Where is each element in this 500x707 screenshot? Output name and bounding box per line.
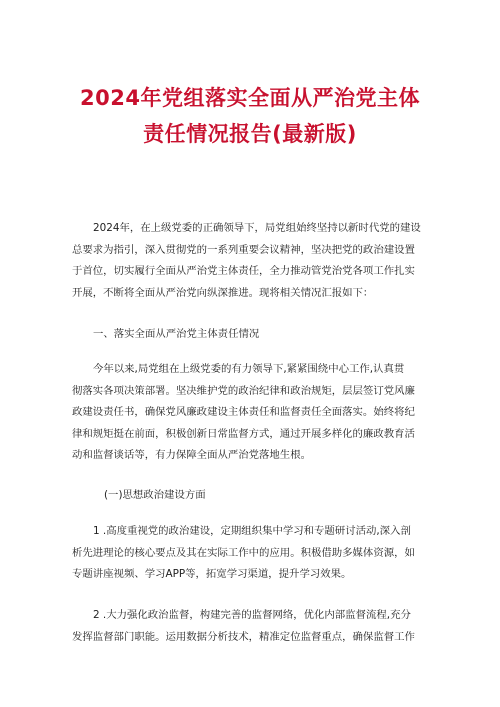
paragraph-line: 2 .大力强化政治监督，构建完善的监督网络，优化内部监督流程,充分: [93, 609, 411, 621]
section-heading-1: 一、落实全面从严治党主体责任情况: [93, 328, 260, 340]
paragraph-line: 2024年，在上级党委的正确领导下，局党组始终坚持以新时代党的建设: [93, 222, 421, 234]
paragraph-line: 政建设责任书，确保党风廉政建设主体责任和监督责任全面落实。始终将纪: [72, 406, 415, 418]
paragraph-line: 专题讲座视频、学习APP等，拓宽学习渠道，提升学习效果。: [72, 568, 352, 580]
subsection-heading-1: (一)思想政治建设方面: [104, 489, 206, 501]
intro-paragraph: [72, 218, 432, 304]
paragraph-line: 1 .高度重视党的政治建设，定期组织集中学习和专题研讨活动,深入剖: [93, 525, 411, 537]
document-title: [0, 80, 500, 152]
paragraph-line: 彻落实各项决策部署。坚决维护党的政治纪律和政治规矩，层层签订党风廉: [72, 384, 415, 397]
paragraph-line: 今年以来,局党组在上级党委的有力领导下,紧紧围绕中心工作,认真贯: [93, 363, 405, 375]
paragraph-line: 发挥监督部门职能。运用数据分析技术，精准定位监督重点，确保监督工作: [72, 630, 415, 643]
section-1-paragraph: [72, 359, 432, 467]
paragraph-line: 于首位，切实履行全面从严治党主体责任，全力推动管党治党各项工作扎实: [72, 265, 415, 277]
title-line-1: 2024年党组落实全面从严治党主体: [80, 86, 420, 110]
paragraph-line: 析先进理论的核心要点及其在实际工作中的应用。积极借助多媒体资源，如: [72, 546, 415, 559]
item-1-paragraph: [72, 521, 432, 586]
paragraph-line: 总要求为指引，深入贯彻党的一系列重要会议精神，坚决把党的政治建设置: [72, 243, 415, 256]
paragraph-line: 动和监督谈话等，有力保障全面从严治党落地生根。: [72, 449, 311, 461]
paragraph-line: 律和规矩挺在前面，积极创新日常监督方式，通过开展多样化的廉政教育活: [72, 427, 415, 440]
title-line-2: 责任情况报告(最新版): [143, 122, 357, 146]
paragraph-line: 开展，不断将全面从严治党向纵深推进。现将相关情况汇报如下：: [72, 286, 374, 299]
item-2-paragraph: [72, 605, 432, 648]
